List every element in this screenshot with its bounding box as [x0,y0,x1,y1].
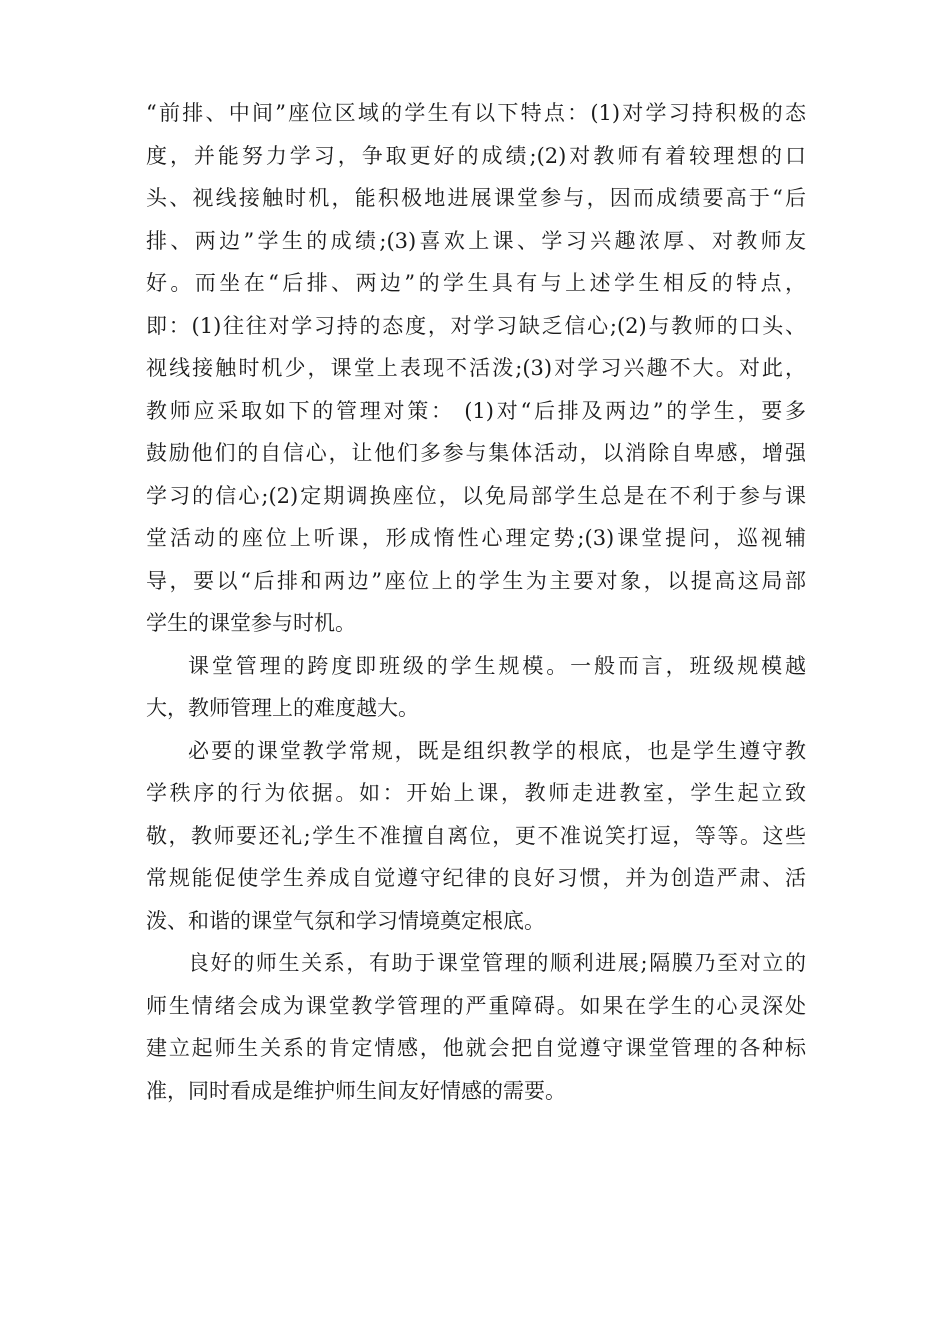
text-line: 常规能促使学生养成自觉遵守纪律的良好习惯，并为创造严肃、活 [146,866,806,890]
text-line: 良好的师生关系，有助于课堂管理的顺利进展;隔膜乃至对立的 [188,951,806,975]
text-line: 好。而坐在“后排、两边”的学生具有与上述学生相反的特点， [146,271,806,295]
paragraph-classroom-routines [146,730,806,943]
text-line: 师生情绪会成为课堂教学管理的严重障碍。如果在学生的心灵深处 [146,993,806,1018]
text-line: 堂活动的座位上听课，形成惰性心理定势;(3)课堂提问，巡视辅 [146,526,806,550]
text-line: 准，同时看成是维护师生间友好情感的需要。 [146,1078,566,1103]
text-line: 必要的课堂教学常规，既是组织教学的根底，也是学生遵守教 [188,738,806,763]
text-line: 头、视线接触时机，能积极地进展课堂参与，因而成绩要高于“后 [146,186,806,210]
text-line: 学习的信心;(2)定期调换座位，以免局部学生总是在不利于参与课 [146,483,806,508]
text-line: 即：(1)往往对学习持的态度，对学习缺乏信心;(2)与教师的口头、 [146,313,806,338]
text-line: 敬，教师要还礼;学生不准擅自离位，更不准说笑打逗，等等。这些 [146,823,806,848]
document-body [146,92,806,1112]
text-line: 课堂管理的跨度即班级的学生规模。一般而言，班级规模越 [188,653,806,678]
text-line: 导，要以“后排和两边”座位上的学生为主要对象，以提高这局部 [146,568,806,593]
text-line: 学秩序的行为依据。如：开始上课，教师走进教室，学生起立致 [146,781,806,805]
text-line: 大，教师管理上的难度越大。 [146,696,419,720]
text-line: 度，并能努力学习，争取更好的成绩;(2)对教师有着较理想的口 [146,143,806,168]
paragraph-class-size [146,645,806,730]
text-line: 建立起师生关系的肯定情感，他就会把自觉遵守课堂管理的各种标 [146,1036,806,1060]
text-line: 排、两边”学生的成绩;(3)喜欢上课、学习兴趣浓厚、对教师友 [146,228,806,253]
paragraph-seating-characteristics [146,92,806,645]
text-line: 教师应采取如下的管理对策： (1)对“后排及两边”的学生，要多 [146,398,806,423]
text-line: “前排、中间”座位区域的学生有以下特点：(1)对学习持积极的态 [146,101,806,125]
paragraph-teacher-student-relationship [146,942,806,1112]
text-line: 视线接触时机少，课堂上表现不活泼;(3)对学习兴趣不大。对此， [146,356,806,380]
text-line: 学生的课堂参与时机。 [146,611,356,635]
text-line: 泼、和谐的课堂气氛和学习情境奠定根底。 [146,908,545,933]
text-line: 鼓励他们的自信心，让他们多参与集体活动，以消除自卑感，增强 [146,441,806,465]
